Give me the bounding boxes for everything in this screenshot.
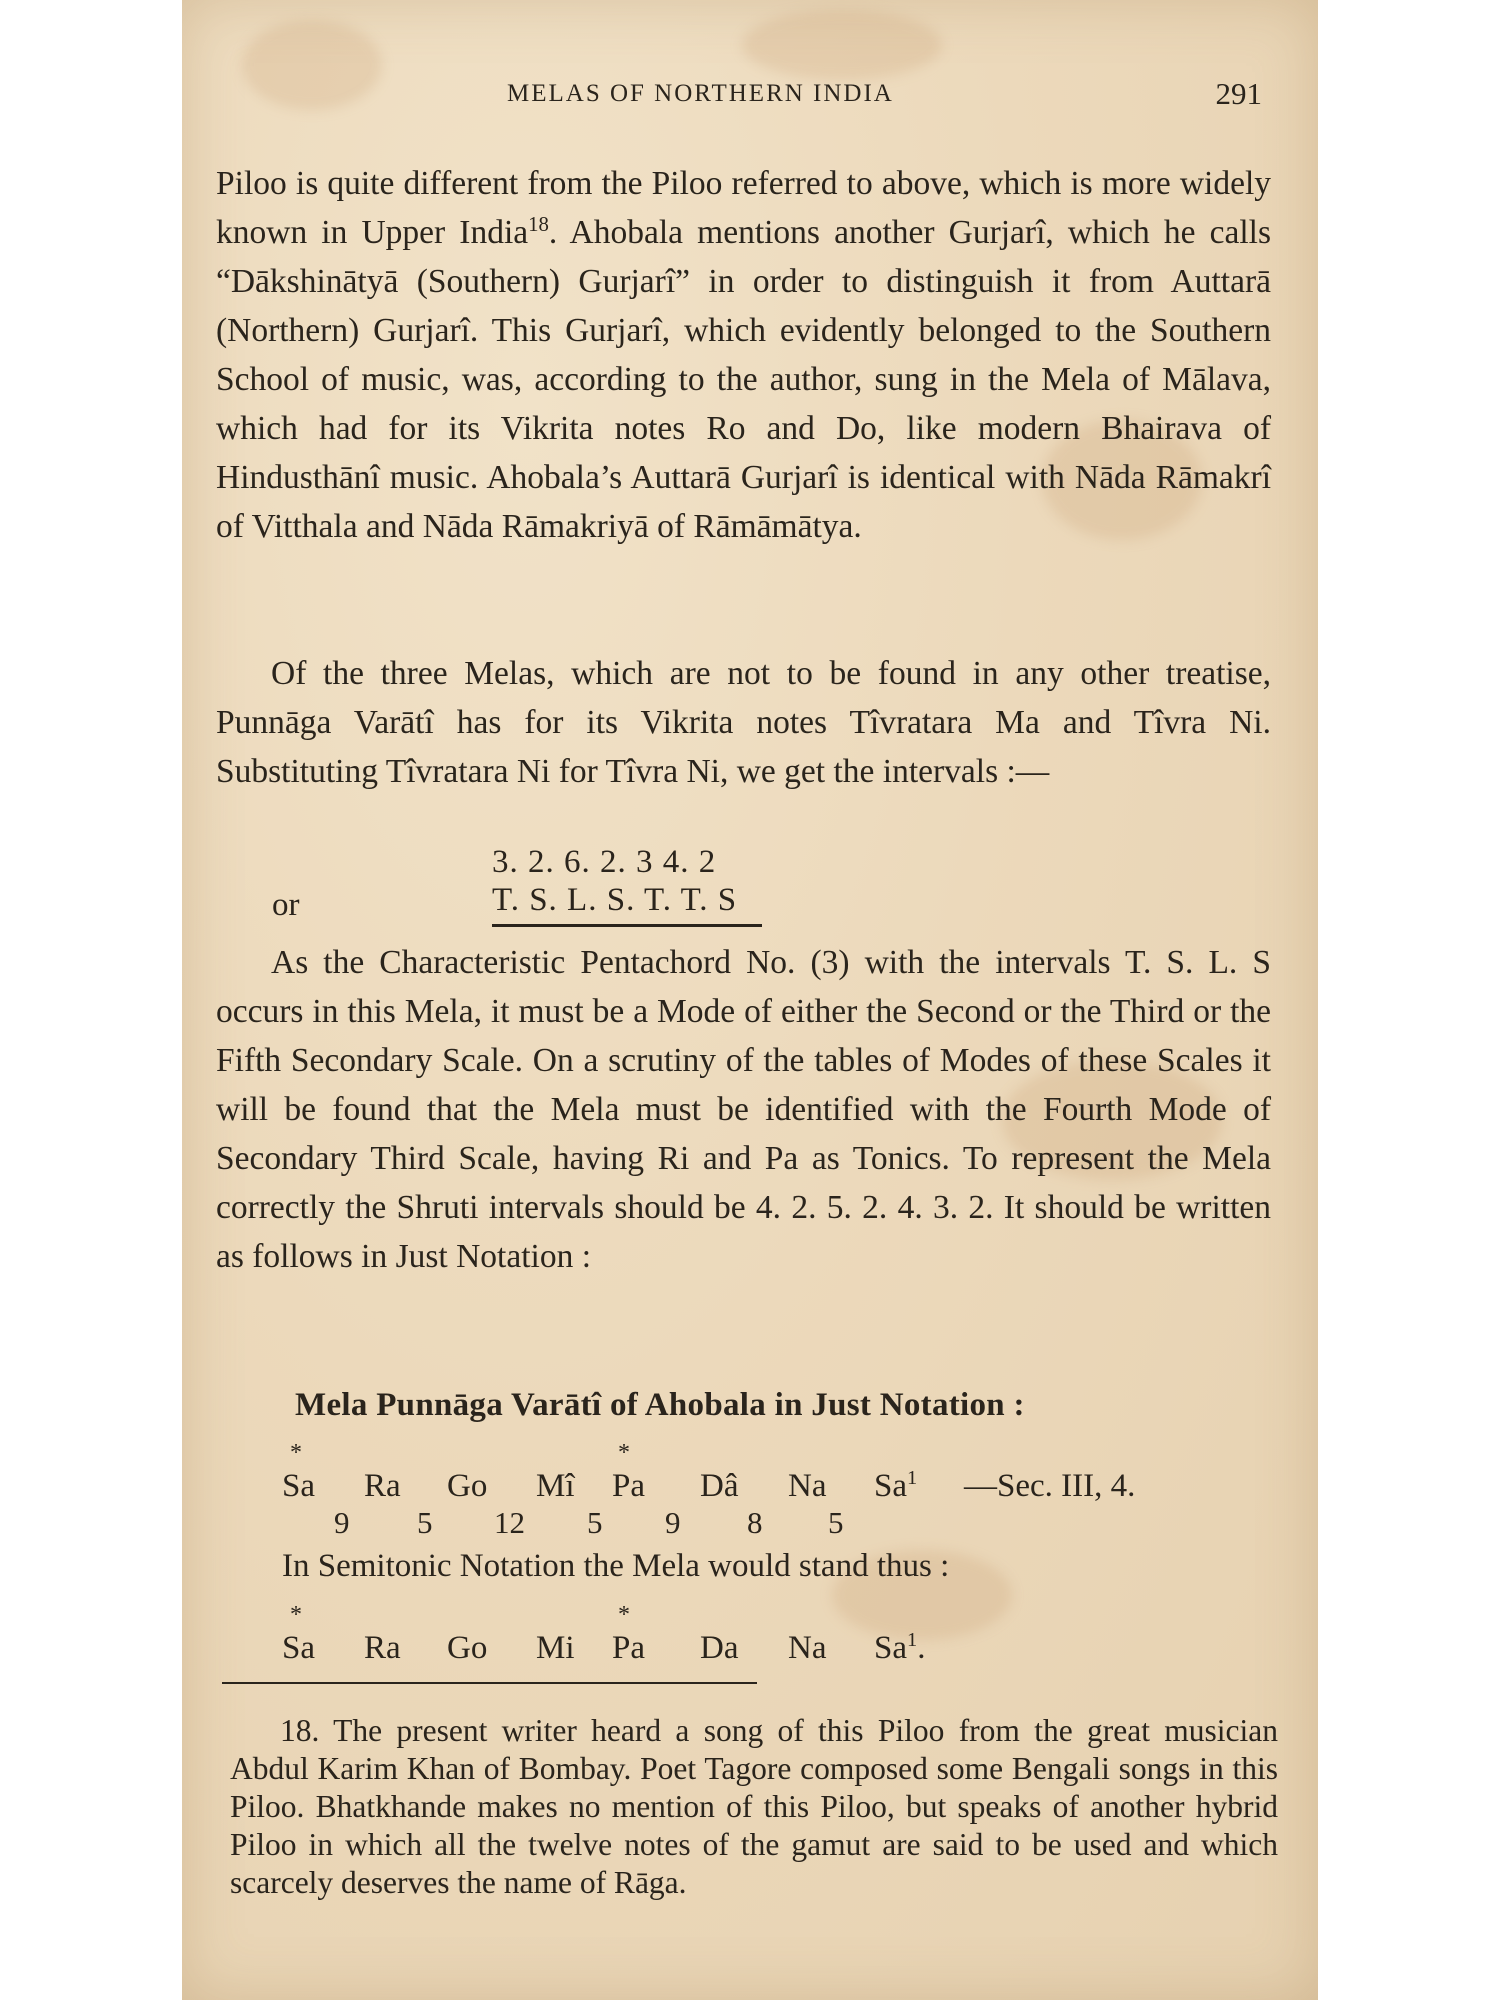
paragraph-1 <box>216 159 1271 551</box>
semitonic-star-pa: * <box>618 1602 630 1628</box>
paragraph-3-text: As the Characteristic Pentachord No. (3) with the intervals T. S. L. S occurs in this Mela, it must be a Mode of either the Second or the Third or the Fifth Secondary Scale. On a scrutiny of the tables of Modes of these Scales it will be found that the Mela must be identified with the Fourth Mode of Secondary Third Scale, having Ri and Pa as Tonics. To represent the Mela correctly the Shruti intervals should be 4. 2. 5. 2. 4. 3. 2. It should be written as follows in Just Notation : <box>216 944 1271 1275</box>
semitonic-note-mi: Mi <box>536 1630 575 1666</box>
semitonic-note-sa-upper <box>874 1630 925 1667</box>
note-sa: Sa <box>282 1468 315 1504</box>
shruti-value: 5 <box>587 1505 603 1540</box>
semitonic-note-sa: Sa <box>282 1630 315 1666</box>
paragraph-2 <box>216 649 1271 796</box>
book-page <box>182 0 1318 2000</box>
interval-letters <box>492 882 737 919</box>
semitonic-note-go: Go <box>447 1630 488 1666</box>
note-star-pa: * <box>618 1440 630 1466</box>
footnote <box>230 1712 1278 1902</box>
semitonic-note-ra: Ra <box>364 1630 401 1666</box>
page-number: 291 <box>1215 76 1262 111</box>
paper-stain <box>742 10 942 80</box>
footnote-number: 18. <box>280 1713 320 1748</box>
octave-superscript: 1 <box>907 1467 918 1489</box>
footnote-reference: 18 <box>528 212 549 236</box>
note-sa-upper <box>874 1468 917 1505</box>
paragraph-1-text: Piloo is quite different from the Piloo referred to above, which is more widely known in Upper India <box>216 165 1271 251</box>
semitonic-intro: In Semitonic Notation the Mela would stand thus : <box>282 1548 950 1584</box>
interval-numbers: 3. 2. 6. 2. 3 4. 2 <box>492 844 717 880</box>
shruti-value: 5 <box>417 1505 433 1540</box>
note-ra: Ra <box>364 1468 401 1504</box>
semitonic-note-sa-upper-text: Sa <box>874 1630 907 1666</box>
note-da: Dâ <box>700 1468 739 1504</box>
paragraph-1-continuation: . Ahobala mentions another Gurjarî, which he calls “Dākshinātyā (Southern) Gurjarî” in order to distinguish it from Auttarā (Northern) Gurjarî. This Gurjarî, which evidently belonged to the Southern School of music, was, according to the author, sung in the Mela of Mālava, which had for its Vikrita notes Ro and Do, like modern Bhairava of Hindusthānî music. Ahobala’s Auttarā Gurjarî is identical with Nāda Rāmakrî of Vitthala and Nāda Rāmakriyā of Rāmāmātya. <box>216 214 1271 545</box>
shruti-value: 9 <box>665 1505 681 1540</box>
shruti-value: 5 <box>828 1505 844 1540</box>
semitonic-note-da: Da <box>700 1630 739 1666</box>
semitonic-end-period: . <box>917 1630 926 1666</box>
paragraph-2-text: Of the three Melas, which are not to be found in any other treatise, Punnāga Varātî has for its Vikrita notes Tîvratara Ma and Tîvra Ni. Substituting Tîvratara Ni for Tîvra Ni, we get the intervals :— <box>216 655 1271 790</box>
semitonic-note-na: Na <box>788 1630 827 1666</box>
note-na: Na <box>788 1468 827 1504</box>
note-pa: Pa <box>612 1468 645 1504</box>
note-star-ra: * <box>290 1440 302 1466</box>
semitonic-star-ra: * <box>290 1602 302 1628</box>
footnote-rule <box>222 1682 757 1684</box>
footnote-text: The present writer heard a song of this Piloo from the great musician Abdul Karim Khan of Bombay. Poet Tagore composed some Bengali songs in this Piloo. Bhatkhande makes no mention of this Piloo, but speaks of another hybrid Piloo in which all the twelve notes of the gamut are said to be used and which scarcely deserves the name of Rāga. <box>230 1713 1278 1900</box>
or-label: or <box>272 887 300 923</box>
interval-letters-rest: T. T. S <box>643 882 738 918</box>
shruti-value: 9 <box>334 1505 350 1540</box>
mela-heading: Mela Punnāga Varātî of Ahobala in Just Notation : <box>295 1387 1025 1423</box>
semitonic-octave-superscript: 1 <box>907 1629 918 1651</box>
section-reference: —Sec. III, 4. <box>964 1468 1136 1504</box>
paragraph-3 <box>216 938 1271 1281</box>
shruti-value: 8 <box>747 1505 763 1540</box>
semitonic-note-pa: Pa <box>612 1630 645 1666</box>
note-go: Go <box>447 1468 488 1504</box>
running-title: MELAS OF NORTHERN INDIA <box>507 80 894 107</box>
paper-stain <box>242 20 382 110</box>
note-sa-upper-text: Sa <box>874 1468 907 1504</box>
note-mi: Mî <box>536 1468 575 1504</box>
interval-letters-underlined: T. S. L. S. <box>492 882 636 918</box>
shruti-value: 12 <box>494 1505 525 1540</box>
pentachord-underline <box>492 924 762 927</box>
